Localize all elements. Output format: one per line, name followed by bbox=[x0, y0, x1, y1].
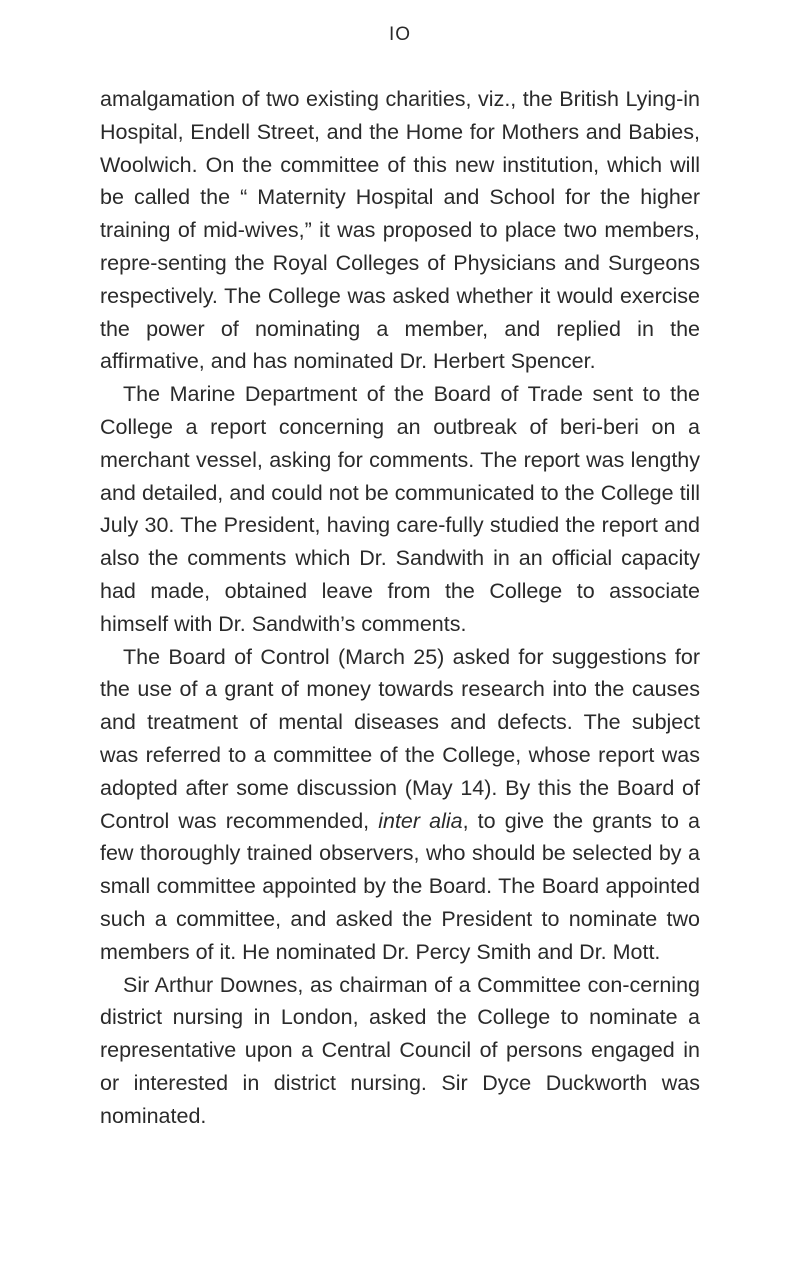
paragraph-board-of-control-text-before: The Board of Control (March 25) asked for suggestions for the use of a grant of money towards research into the causes and treatment of mental diseases and defects. The subject was referred to a committee of the College, whose report was adopted after some discussion (May 14). By this the Board of Control was recommended, bbox=[100, 644, 700, 833]
paragraph-beri-beri-report: The Marine Department of the Board of Trade sent to the College a report concerning an outbreak of beri-beri on a merchant vessel, asking for comments. The report was lengthy and detailed, and could not be communicated to the College till July 30. The President, having care-fully studied the report and also the comments which Dr. Sandwith in an official capacity had made, obtained leave from the College to associate himself with Dr. Sandwith’s comments. bbox=[100, 382, 700, 636]
paragraph-board-of-control-italic: inter alia bbox=[378, 808, 463, 833]
body-text bbox=[100, 83, 700, 1133]
paragraph-board-of-control bbox=[100, 641, 700, 969]
paragraph-district-nursing: Sir Arthur Downes, as chairman of a Committee con-cerning district nursing in London, asked the College to nominate a representative upon a Central Council of persons engaged in or interested in district nursing. Sir Dyce Duckworth was nominated. bbox=[100, 972, 700, 1128]
page-number: IO bbox=[388, 24, 412, 45]
paragraph-maternity-hospital: amalgamation of two existing charities, viz., the British Lying-in Hospital, Endell Street, and the Home for Mothers and Babies, Woolwich. On the committee of this new institution, which will be called the “ Maternity Hospital and School for the higher training of mid-wives,” it was proposed to place two members, repre-senting the Royal Colleges of Physicians and Surgeons respectively. The College was asked whether it would exercise the power of nominating a member, and replied in the affirmative, and has nominated Dr. Herbert Spencer. bbox=[100, 87, 700, 374]
document-page bbox=[100, 0, 700, 1267]
paragraph-board-of-control-text-after: , to give the grants to a few thoroughly trained observers, who should be selected by a small committee appointed by the Board. The Board appointed such a committee, and asked the President to nominate two members of it. He nominated Dr. Percy Smith and Dr. Mott. bbox=[100, 808, 701, 964]
